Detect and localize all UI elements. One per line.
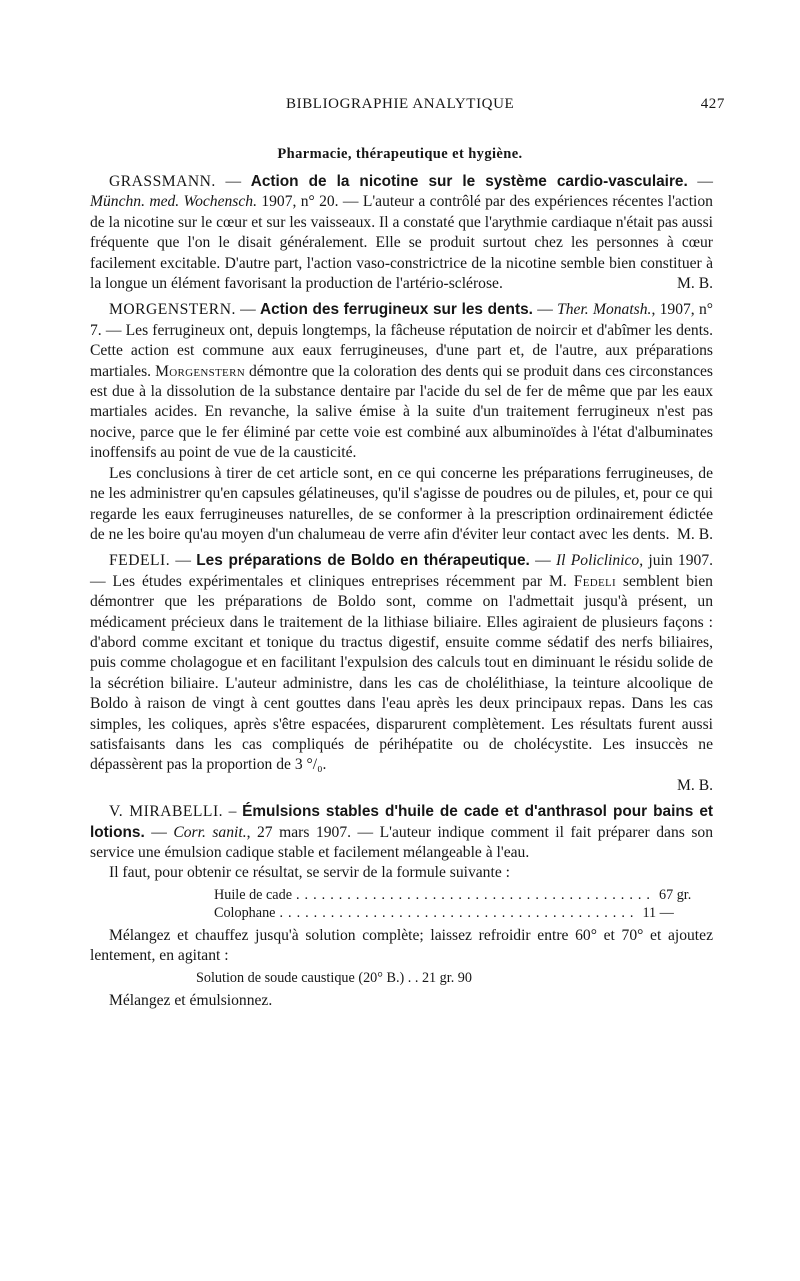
article-body: L'auteur a contrôlé par des expériences récentes l'action de la nicotine sur le cœur et sur les vaisseaux. Il a constaté que l'arythmie cardiaque n'était pas aussi fréquente que l'on le disait généralement. Elle se produit surtout chez les personnes à cœur facilement excitable. D'autre part, l'action vaso-constrictrice de la nicotine semble bien constituer à la longue un élément favorisant la production de l'artério-sclérose. xyxy=(90,193,713,293)
separator: — xyxy=(235,301,260,319)
article-title: Les préparations de Boldo en thérapeutique. xyxy=(196,552,530,570)
article-reference: 1907, n° 20. — xyxy=(257,193,363,211)
article-title: Émulsions stables d'huile de cade et d'anthrasol pour bains et lotions. xyxy=(90,803,713,841)
separator: — xyxy=(532,301,558,319)
author-mention: Morgenstern xyxy=(155,362,245,380)
article-paragraph: Mélangez et émulsionnez. xyxy=(109,991,273,1009)
article-source: Münchn. med. Wochensch. xyxy=(90,193,257,211)
section-heading: Pharmacie, thérapeutique et hygiène. xyxy=(277,146,523,162)
running-header xyxy=(110,96,725,118)
article-reference: , 27 mars 1907. — xyxy=(246,823,380,841)
separator: — xyxy=(144,823,174,841)
formula-table xyxy=(214,886,692,922)
leader-dots: .......................................... xyxy=(279,904,639,921)
separator: — xyxy=(687,173,713,190)
article-author: FEDELI. xyxy=(109,552,171,570)
article-signature: M. B. xyxy=(677,525,713,543)
page-number: 427 xyxy=(700,96,725,112)
running-title: BIBLIOGRAPHIE ANALYTIQUE xyxy=(286,96,515,112)
article-body: L'auteur indique comment il fait préparer dans son service une émulsion cadique stable et facilement mélangeable à l'eau. xyxy=(90,823,713,862)
article-grassmann xyxy=(90,172,713,294)
article-author: MORGENSTERN. xyxy=(109,301,236,319)
article-paragraph: Mélangez et chauffez jusqu'à solution complète; laissez refroidir entre 60° et 70° et ajoutez lentement, en agitant : xyxy=(90,926,713,965)
article-title: Action des ferrugineux sur les dents. xyxy=(259,301,533,319)
article-body: Les études expérimentales et cliniques entreprises récemment par M. xyxy=(112,572,574,590)
separator: — xyxy=(170,552,197,570)
article-signature: M. B. xyxy=(677,776,713,794)
article-source: Corr. sanit. xyxy=(173,823,247,841)
article-author: V. MIRABELLI. xyxy=(109,803,224,821)
article-author: GRASSMANN. xyxy=(109,173,216,190)
article-reference: , 1907, n° 7. — xyxy=(90,301,713,339)
separator: – xyxy=(223,803,243,821)
article-mirabelli xyxy=(90,802,713,1011)
article-paragraph xyxy=(90,802,713,863)
article-morgenstern xyxy=(90,300,713,545)
article-source: Ther. Monatsh. xyxy=(557,301,652,319)
article-paragraph xyxy=(90,300,713,463)
article-body: démontre que la coloration des dents qui se produit dans ces circonstances est due à la dissolution de la substance dentaire par l'acide du sel de fer de même que par les eaux martiales acides. En revanche, la salive émise à la suite d'un traitement ferrugineux n'est pas nocive, parce que le fer éliminé par cette voie est combiné aux albuminoïdes à l'état d'albuminates inoffensifs au point de vue de la causticité. xyxy=(90,362,714,462)
leader-dots: .......................................... xyxy=(296,886,655,903)
article-fedeli xyxy=(90,551,713,796)
ingredient-quantity: 67 gr. xyxy=(658,886,692,903)
article-signature: M. B. xyxy=(677,275,713,293)
article-title: Action de la nicotine sur le système cardio-vasculaire. xyxy=(250,173,688,190)
author-mention: Fedeli xyxy=(573,572,616,590)
article-body: semblent bien démontrer que les préparations de Boldo sont, comme on l'admettait jusqu'à présent, un médicament précieux dans le traitement de la lithiase biliaire. Elles agiraient de plusieurs façons : d'abord comme excitant et tonique du tractus digestif, ensuite comme sédatif des nerfs biliaires, puis comme cholagogue et en facilitant l'expulsion des calculs tout en diminuant le résidu solide de la sécrétion biliaire. L'auteur administre, dans les cas de cholélithiase, la teinture alcoolique de Boldo à raison de vingt à cent gouttes dans l'eau après les deux principaux repas. Dans les cas simples, les coliques, après s'être espacées, disparurent complètement. Les résultats furent aussi satisfaisants dans les cas compliqués de périhépatite ou de cholécystite. Les insuccès ne dépassèrent pas la proportion de 3 °/₀. xyxy=(90,572,713,774)
formula-row xyxy=(214,904,674,922)
formula-line: Solution de soude caustique (20° B.) . . 21 gr. 90 xyxy=(196,969,472,986)
article-body: Les ferrugineux ont, depuis longtemps, la fâcheuse réputation de noircir et d'abîmer les dents. Cette action est commune aux eaux ferrugineuses, d'une part et, de l'autre, aux préparations martiales. xyxy=(90,321,713,380)
article-list xyxy=(90,172,713,1017)
article-paragraph: Il faut, pour obtenir ce résultat, se servir de la formule suivante : xyxy=(109,864,510,882)
article-paragraph xyxy=(90,551,713,775)
separator: — xyxy=(215,173,251,190)
ingredient-name: Huile de cade xyxy=(214,886,292,903)
formula-row xyxy=(214,886,692,904)
ingredient-quantity: 11 — xyxy=(642,904,674,921)
article-source: Il Policlinico xyxy=(555,552,640,570)
article-paragraph: Les conclusions à tirer de cet article sont, en ce qui concerne les préparations ferrugineuses, de ne les administrer qu'en capsules gélatineuses, qu'il s'agisse de poudres ou de pilules, et, pour ce qui regarde les eaux ferrugineuses naturelles, de se conformer à la prescription ordinairement édictée de ne les boire qu'au moyen d'un chalumeau de verre afin d'éviter leur contact avec les dents. xyxy=(90,464,713,543)
article-reference: , juin 1907. — xyxy=(90,552,714,590)
ingredient-name: Colophane xyxy=(214,904,276,921)
separator: — xyxy=(529,552,556,570)
